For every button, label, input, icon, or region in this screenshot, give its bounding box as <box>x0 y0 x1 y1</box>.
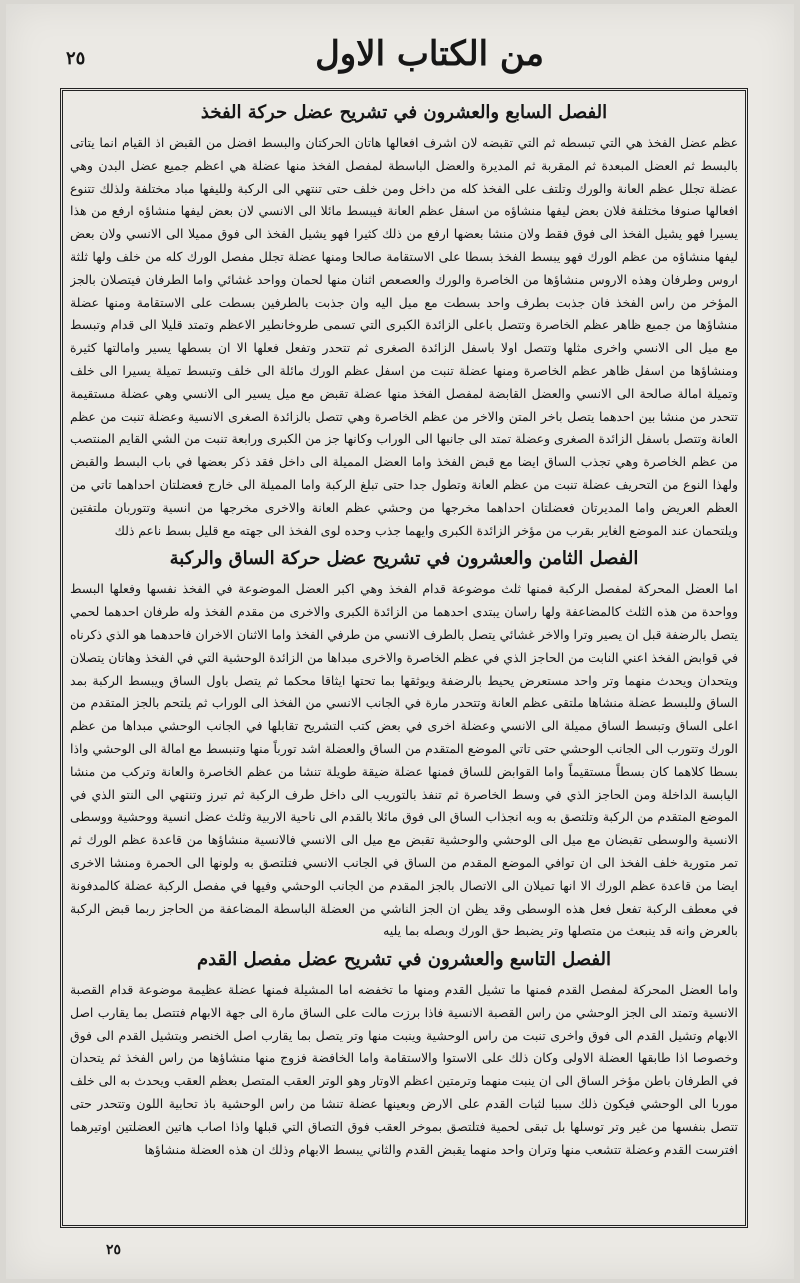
signature-mark: ٢٥ <box>106 1242 122 1258</box>
section-heading: الفصل السابع والعشرون في تشريح عضل حركة الفخذ <box>200 102 608 123</box>
running-title: من الكتاب الاول <box>315 34 544 74</box>
book-page <box>6 4 794 1279</box>
section-heading: الفصل الثامن والعشرون في تشريح عضل حركة الساق والركبة <box>169 548 639 570</box>
section-paragraph: واما العضل المحركة لمفصل القدم فمنها ما تشيل القدم ومنها ما تخفضه اما المشيلة فمنها عضلة عظيمة موضوعة قدام القصبة الانسية وتمتد الى الجز الوحشي من راس القصبة الانسية فاذا برزت مالت على الساق مارة الى جهة الابهام فتتصل بما يقارب اصل الابهام وتشيل القدم الى فوق واخرى تنبت من راس الوحشية وينبت منها وتر يتصل بما يقارب اصل الخنصر وبتشيل القدم الى فوق وخصوصا اذا طابقها العضلة الاولى وكان ذلك على الاستوا والاستقامة واما الخافضة فزوج منها منشاؤها من راس الفخذ ثم يتحدان في الطرفان باطن مؤخر الساق الى ان ينبت منهما وترمتين اعظم الاوتار وهو الوتر العقب المتصل بعظم العقب ويحدث به الى خلف موربا الى الوحشي فيكون ذلك سببا لثبات القدم على الارض وبعينها عضلة تنشا من راس الوحشية باذ تحابية اللون وتتحدر حتى تتصل بنفسها من غير وتر توسلها بل تبقى لحمية فتلتصق بموخر العقب فوق التصاق التي قبلها واذا اصاب هاتين العضلتين اوتيرهما افترست القدم وعضلة تتشعب منها وتران واحد منهما يقبض القدم والثاني يبسط الابهام وذلك ان هذه العضلة منشاؤها <box>70 982 738 1157</box>
text-block <box>70 96 738 1220</box>
section-paragraph: اما العضل المحركة لمفصل الركبة فمنها ثلث موضوعة قدام الفخذ وهي اكبر العضل الموضوعة في الفخذ نفسها وفعلها البسط وواحدة من هذه الثلث كالمضاعفة ولها راسان يبتدى احدهما من الزائدة الكبرى والاخرى من مقدم الفخذ وله طرفان احدهما لحمي يتصل بالرضفة قبل ان يصير وترا والاخر غشائي يتصل بالطرف الانسي من طرفي الفخذ واما الاثنان الاخران فاحدهما هو الذي ذكرناه في قوابض الفخذ اعني النابت من الحاجز الذي في عظم الخاصرة والاخرى مبداها من الزائدة الوحشية التي في الفخذ وهاتان يتصلان ويتحدان ويحدث منهما وتر واحد مستعرض يحيط بالرضفة ويوثقها بما تحتها ايثاقا محكما ثم يتصل باول الساق ويبسط الركبة بمد الساق وللبسط عضلة منشاها ملتقى عظم العانة وتتحدر مارة في الجانب الانسي من الفخذ الى الوراب ثم يلتحم بالجز المتقدم من اعلى الساق وتبسط الساق مميلة الى الانسي وعضلة اخرى في بعض كتب التشريح تقابلها في الجانب الوحشي مبداها من عظم الورك وتتورب الى الجانب الوحشي حتى تاتي الموضع المتقدم من الساق والعضلة اشد تورباً منها وتنبسط مع امالة الى الوحشي واذا بسطا كلاهما كان بسطاً مستقيماً واما القوابض للساق فمنها عضلة ضيقة طويلة تنشا من عظم الخاصرة والعانة وتركب من منشا اليابسة الداخلة ومن الحاجز الذي في وسط الخاصرة ثم تنفذ بالتوريب الى داخل طرف الركبة ثم تبرز وتنتهي الى النتو الذي في الموضع المتقدم من الركبة وتلتصق به وبه انجذاب الساق الى فوق مائلا بالقدم الى ناحية الاربية وثلث عضل انسية ووحشية ووسطى الانسية والوسطى تقبضان مع ميل الى الوحشي والوحشية تقبض مع ميل الى الانسي فالانسية منشاؤها من قاعدة عظم الورك ثم تمر متورية خلف الفخذ الى ان توافي الموضع المقدم من الساق في الجانب الانسي فتلتصق به ولونها الى الحمرة ومنشا الاخرى ايضا من قاعدة عظم الورك الا انها تميلان الى الاتصال بالجز المقدم من الجانب الوحشي وفيها في مفصل الركبة عضلة كالمدفونة في معطف الركبة تفعل فعل هذه الوسطى وقد يظن ان الجز الناشي من العضلة الباسطة المضاعفة من الحاجز ربما قبض الركبة بالعرض وانه قد ينبعث من متصلها وتر يضبط حق الورك وبصله بما يليه <box>70 581 738 939</box>
page-number: ٢٥ <box>66 48 86 69</box>
section-paragraph: عظم عضل الفخذ هي التي تبسطه ثم التي تقبضه لان اشرف افعالها هاتان الحركتان والبسط افضل من القبض اذ القيام انما يتاتى بالبسط ثم العضل المبعدة ثم المقربة ثم المديرة والعضل الباسطة لمفصل الفخذ منها عضلة هي اعظم جميع عضل البدن وهي عضلة تجلل عظم العانة والورك وتلتف على الفخذ كله من داخل ومن خلف حتى تنتهي الى الركبة ولليفها مباد مختلفة ولذلك تتنوع افعالها صنوفا مختلفة فلان بعض ليفها منشاؤه من اسفل عظم العانة فيبسط مائلا الى الانسي لان بعض ليفها منشاؤه ارفع من هذا يسيرا فهو يشيل الفخذ الى فوق فقط ولان منشا بعضها ارفع من ذلك كثيرا فهو يشيل الفخذ الى فوق مميلا الى الانسي ولان بعض ليفها منشاؤه من عظم الورك فهو يبسط الفخذ بسطا على الاستقامة صالحا ومنها عضلة تجلل مفصل الورك كله من خلف ولها ثلثة اروس وطرفان وهذه الاروس منشاؤها من الخاصرة والورك والعصعص اثنان منها لحمان وواحد غشائي واما الطرفان فيتصلان بالجز المؤخر من راس الفخذ فان جذبت بطرف واحد بسطت مع ميل اليه وان جذبت بالطرفين بسطت على الاستقامة ومنها عضلة منشاؤها من جميع ظاهر عظم الخاصرة وتتصل باعلى الزائدة الكبرى التي تسمى طروخانطير الاعظم وتمتد قليلا الى قدام وتبسط مع ميل الى الانسي واخرى مثلها وتتصل اولا باسفل الزائدة الصغرى ثم تتحدر وتفعل فعلها الا ان بسطها يسير وامالتها كثيرة ومنشاؤها من اسفل ظاهر عظم الخاصرة ومنها عضلة تنبت من اسفل عظم الورك مائلة الى خلف وتبسط تميلة يسيرا الى خلف وتميلة امالة صالحة الى الانسي والعضل القابضة لمفصل الفخذ منها عضلة تقبض مع ميل يسير الى الانسي وهي عضلة مستقيمة تتحدر من منشا بين احدهما يتصل باخر المتن والاخر من عظم الخاصرة وهي تتصل بالزائدة الصغرى الانسية وعضلة تنبت من عظم العانة وتتصل باسفل الزائدة الصغرى وعضلة تمتد الى جانبها الى الوراب وكانها جز من الكبرى ورابعة تنبت من الشي القايم المنتصب من عظم الخاصرة وهي تجذب الساق ايضا مع قبض الفخذ واما العضل المميلة الى داخل فقد ذكر بعضها في باب البسط والقبض ولهذا النوع من التحريف عضلة تنبت من عظم العانة وتطول جدا حتى تبلغ الركبة واما المميلة الى خارج فعضلتان احداهما تاتي من العظم العريض واما المديرتان فعضلتان احداهما مخرجها من وحشي عظم العانة والاخرى مخرجها من انسية وتتوربان ملتفتين ويلتحمان عند الموضع الغاير بقرب من مؤخر الزائدة الكبرى وايهما جذب وحده لوى الفخذ الى جهته مع قليل بسط ناعم ذلك <box>70 135 738 538</box>
page-header <box>66 34 734 84</box>
section-heading: الفصل التاسع والعشرون في تشريح عضل مفصل القدم <box>197 949 611 971</box>
